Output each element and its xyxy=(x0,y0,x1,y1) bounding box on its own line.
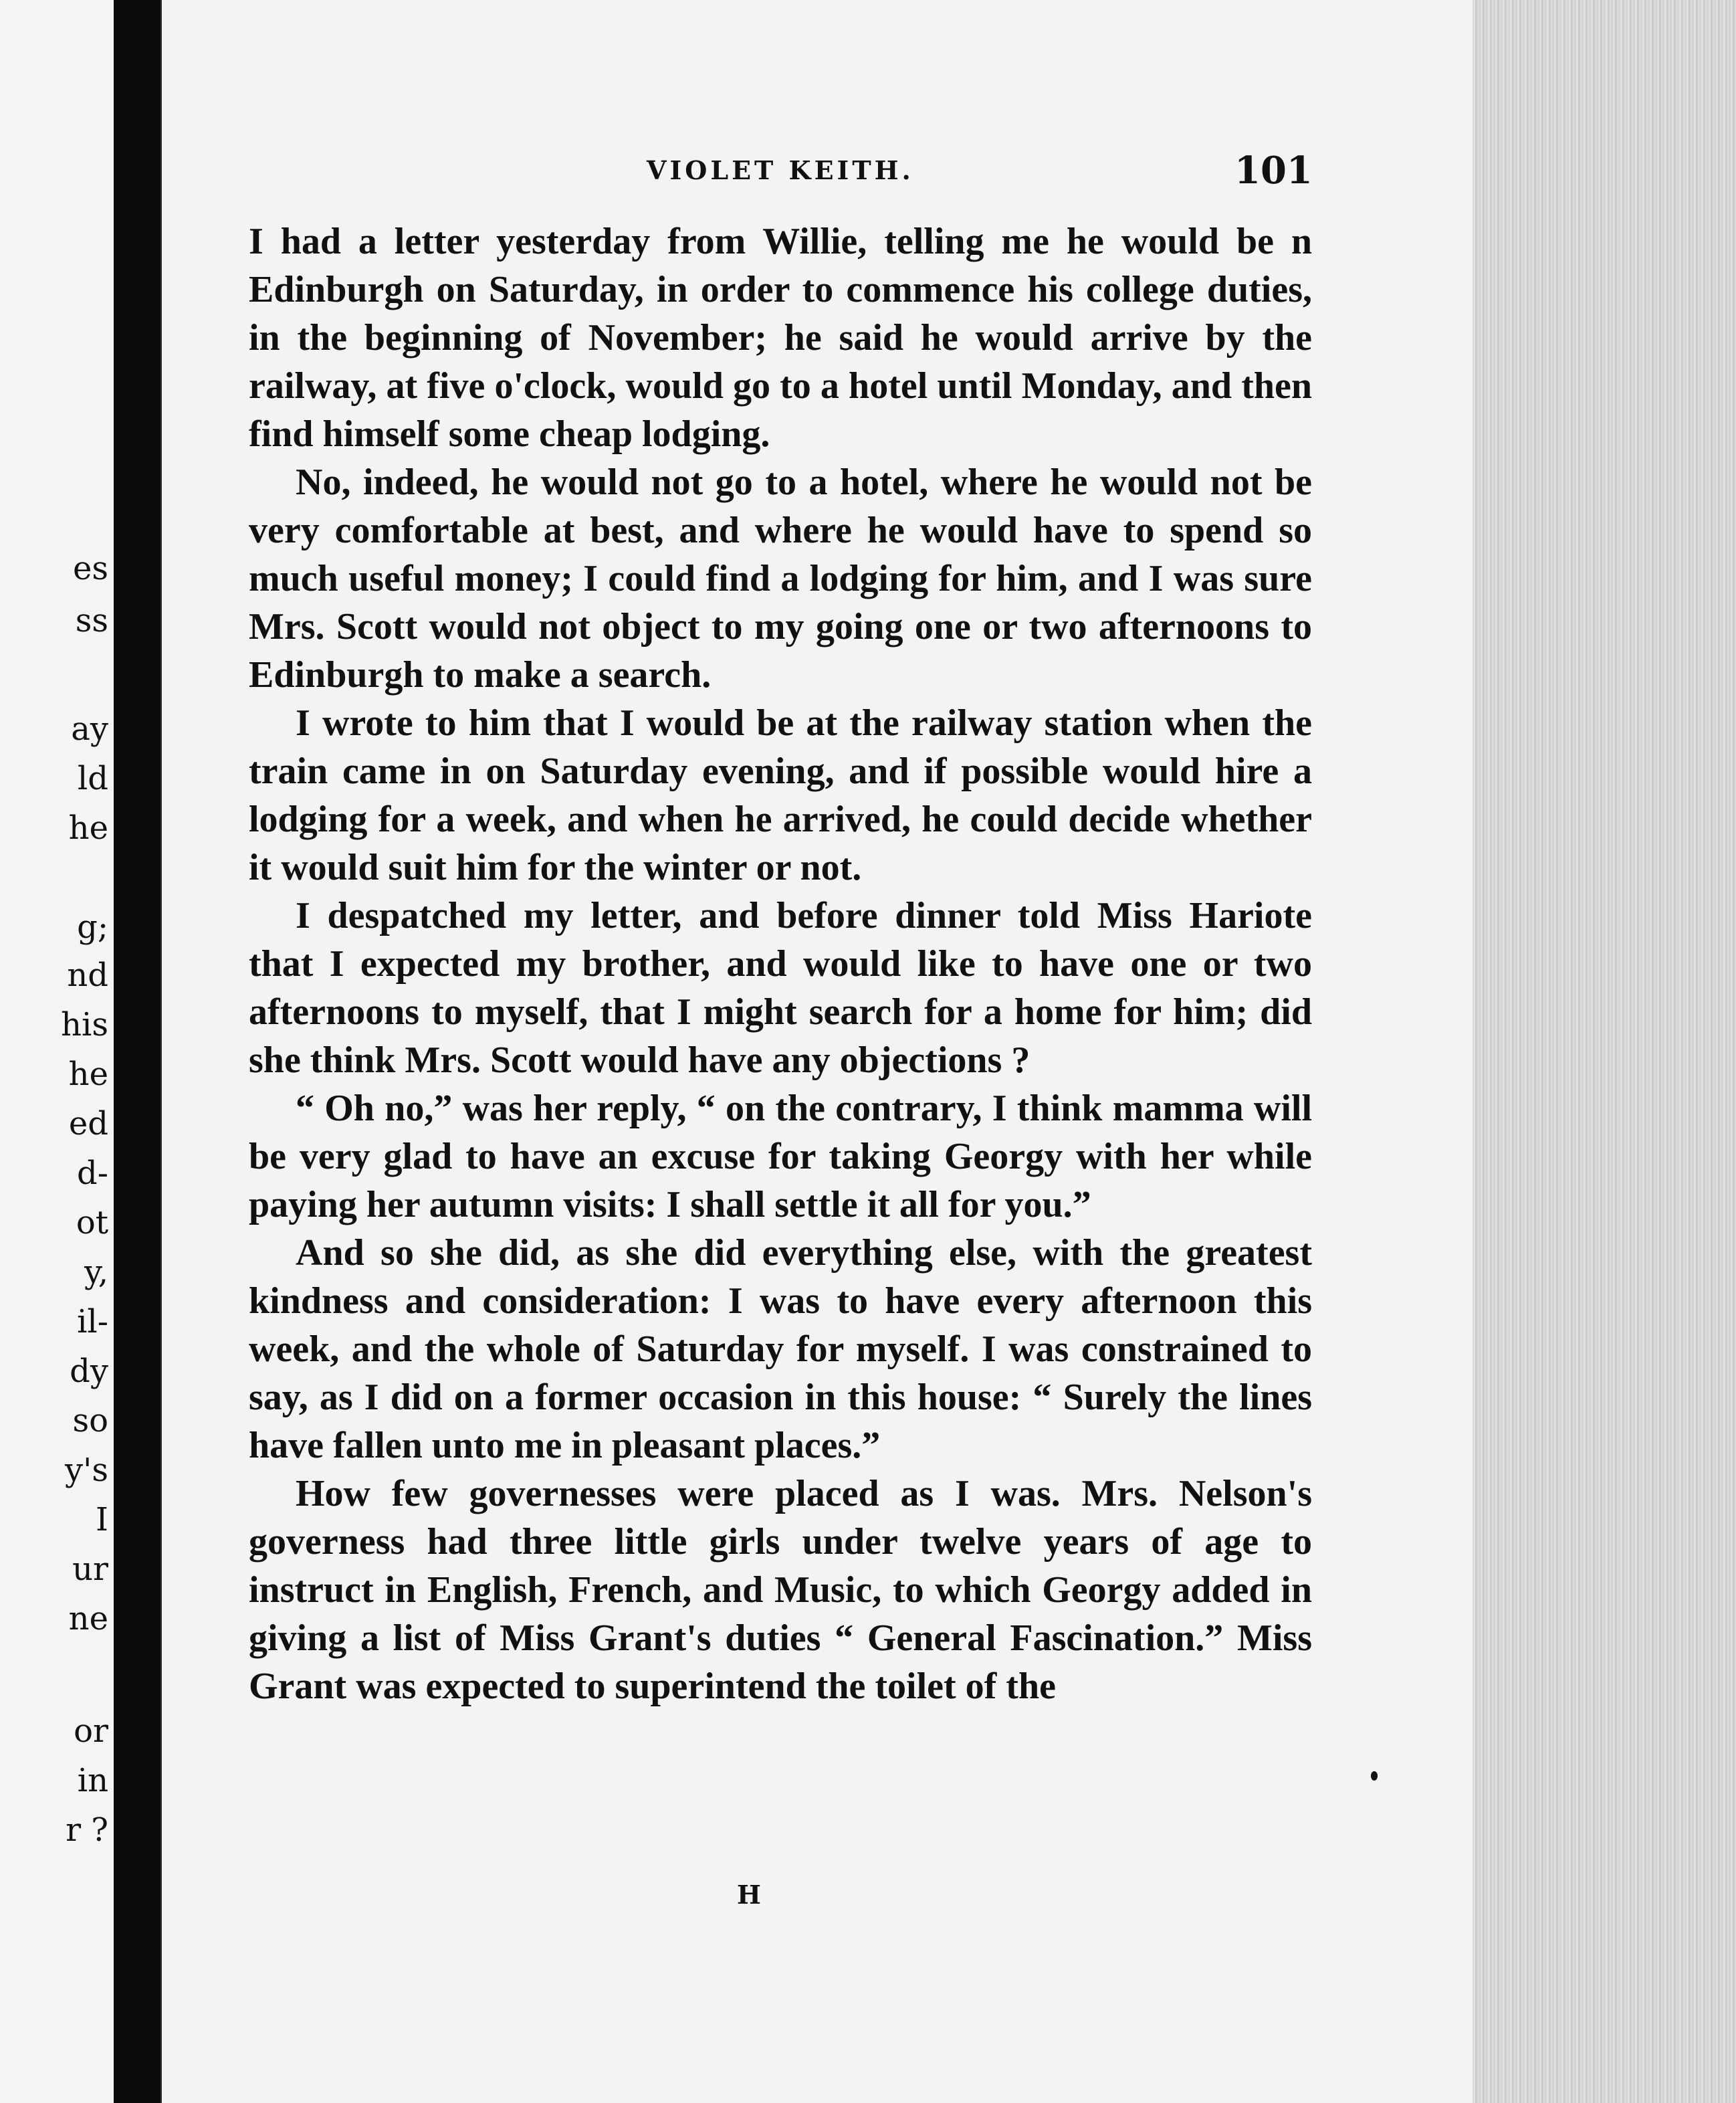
left-fragment: es xyxy=(72,550,108,587)
running-title: VIOLET KEITH. xyxy=(647,155,914,185)
page-number: 101 xyxy=(1234,148,1313,193)
left-page-text-fragments xyxy=(0,0,114,2103)
left-fragment: I xyxy=(96,1501,108,1538)
body-text xyxy=(249,217,1312,1710)
left-fragment: nd xyxy=(67,957,108,994)
paragraph: I had a letter yesterday from Willie, telling me he would be n Edinburgh on Saturday, in order to commence his college duties, in the beginning of November; he said he would arrive by the railway, at five o'clock, would go to a hotel until Monday, and then find himself some cheap lodging. xyxy=(249,221,1312,455)
page-block-edge xyxy=(1473,0,1736,2103)
left-fragment: g; xyxy=(77,908,108,946)
left-fragment: ld xyxy=(77,760,108,797)
left-fragment: r ? xyxy=(66,1811,108,1849)
left-fragment: so xyxy=(72,1402,108,1439)
left-fragment: ed xyxy=(68,1105,108,1142)
left-fragment: in xyxy=(77,1762,108,1799)
left-fragment: y, xyxy=(84,1254,108,1291)
left-fragment: or xyxy=(74,1712,108,1750)
paragraph: I wrote to him that I would be at the railway station when the train came in on Saturday evening, and if possible would hire a lodging for a week, and when he arrived, he could decide whether it would suit him for the winter or not. xyxy=(249,702,1312,888)
paragraph: I despatched my letter, and before dinner told Miss Hariote that I expected my brother, and would like to have one or two afternoons to myself, that I might search for a home for him; did she think Mrs. Scott would have any objections ? xyxy=(249,895,1312,1081)
left-fragment: ot xyxy=(76,1204,108,1241)
right-page xyxy=(162,0,1473,2103)
paragraph: No, indeed, he would not go to a hotel, where he would not be very comfortable at best, and where he would have to spend so much useful money; I could find a lodging for him, and I was sure Mrs. Scott would not object to my going one or two afternoons to Edinburgh to make a search. xyxy=(249,462,1312,696)
left-fragment: il- xyxy=(77,1303,108,1340)
ink-speck xyxy=(1371,1771,1378,1781)
paragraph: “ Oh no,” was her reply, “ on the contrary, I think mamma will be very glad to have an excuse for taking Georgy with her while paying her autumn visits: I shall settle it all for you.” xyxy=(249,1088,1312,1225)
left-fragment: ay xyxy=(71,710,108,748)
left-page-edge xyxy=(0,0,114,2103)
left-fragment: he xyxy=(68,1056,108,1093)
left-fragment: d- xyxy=(77,1155,108,1192)
left-fragment: ne xyxy=(68,1600,108,1637)
paragraph: And so she did, as she did everything else, with the greatest kindness and consideration: I was to have every afternoon this week, and the whole of Saturday for myself. I was constrained to say, as I did on a former occasion in this house: “ Surely the lines have fallen unto me in pleasant places.” xyxy=(249,1232,1312,1466)
left-fragment: ss xyxy=(75,602,108,639)
left-fragment: he xyxy=(68,809,108,847)
signature-mark: H xyxy=(737,1880,761,1910)
book-spine-shadow xyxy=(114,0,160,2103)
left-fragment: his xyxy=(61,1006,108,1043)
page-header xyxy=(162,148,1473,202)
paragraph: How few governesses were placed as I was. Mrs. Nelson's governess had three little girls under twelve years of age to instruct in English, French, and Music, to which Georgy added in giving a list of Miss Grant's duties “ General Fascination.” Miss Grant was expected to superintend the toilet of the xyxy=(249,1473,1312,1707)
left-fragment: y's xyxy=(65,1451,108,1489)
left-fragment: ur xyxy=(72,1550,108,1588)
left-fragment: dy xyxy=(70,1353,108,1390)
